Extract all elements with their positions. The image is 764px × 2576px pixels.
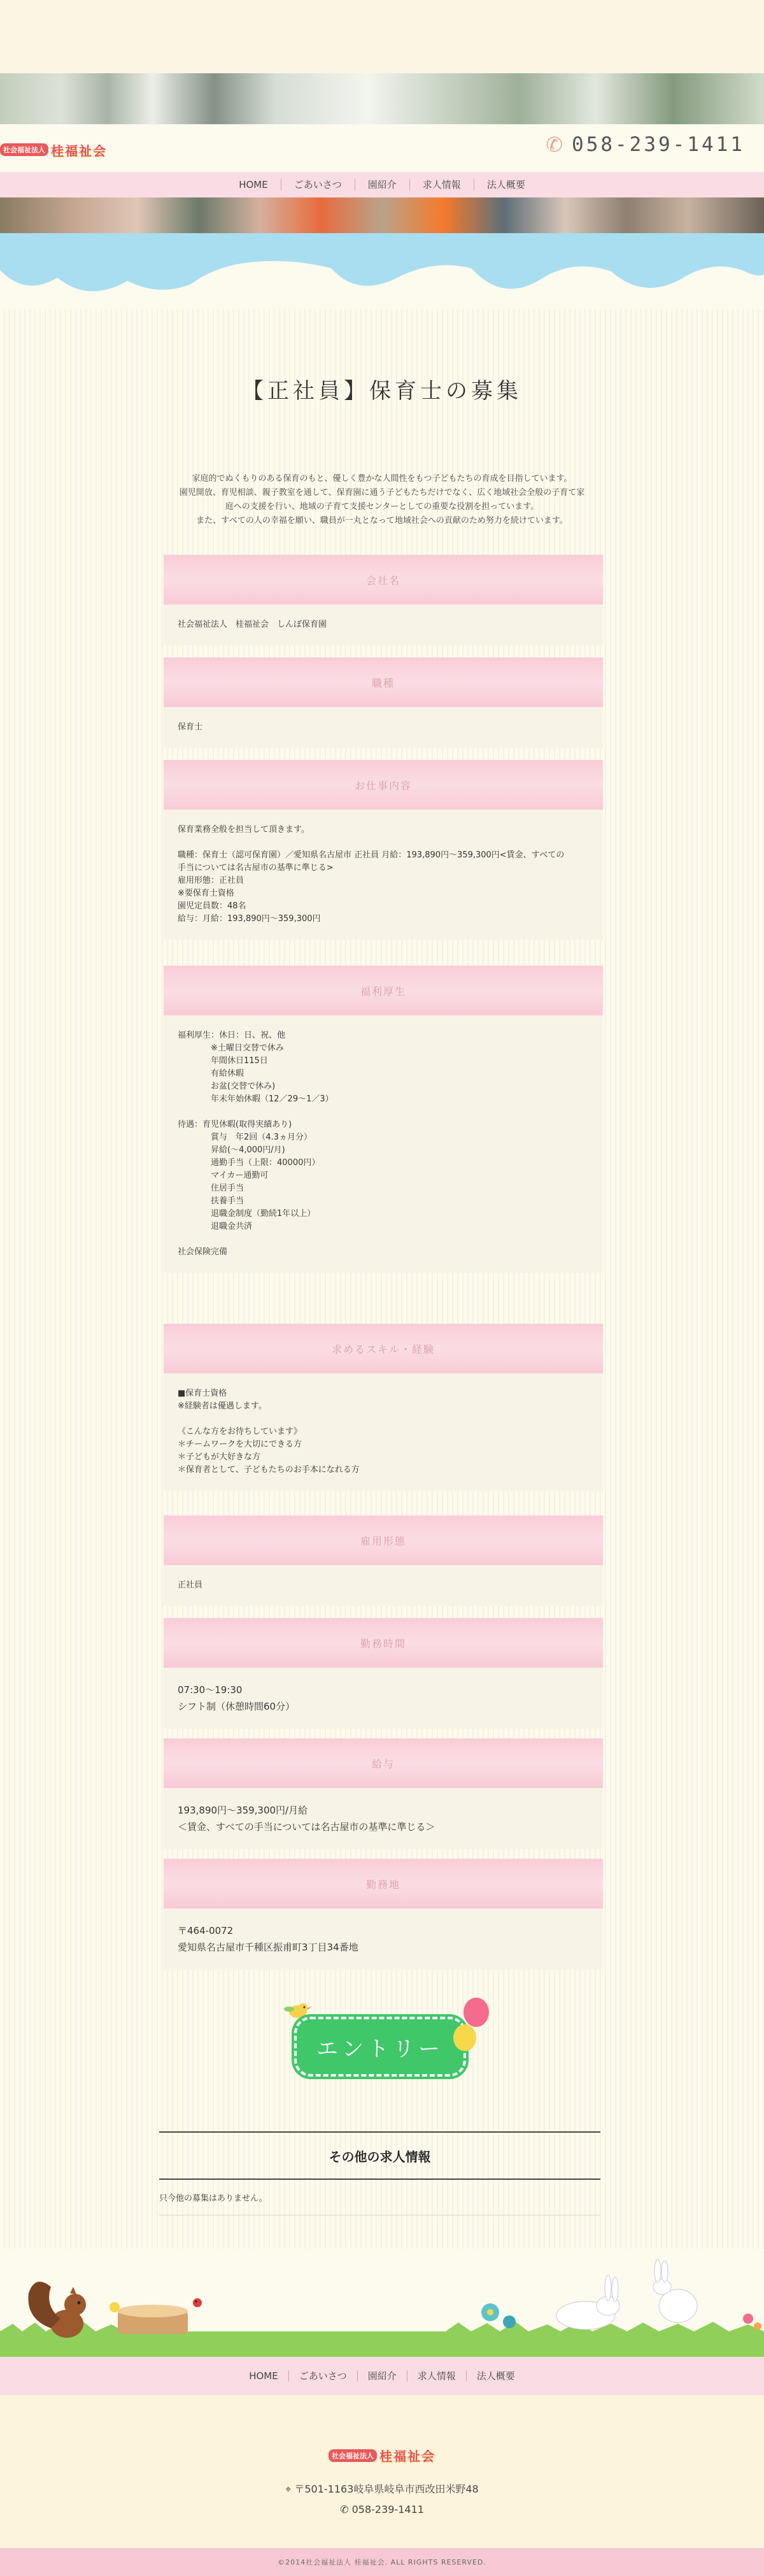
section-title: 会社名	[164, 555, 603, 605]
header-photo-banner	[0, 73, 764, 124]
footer-tel[interactable]	[0, 2503, 764, 2515]
phone-icon: ✆	[340, 2503, 349, 2515]
section-line: ＊チームワークを大切にできる方	[178, 1440, 302, 1449]
section-title: お仕事内容	[164, 760, 603, 810]
page-title: 【正社員】保育士の募集	[242, 378, 522, 404]
section-line: 賞与 年2回（4.3ヵ月分）	[178, 1133, 312, 1142]
section-line: ※経験者は優遇します。	[178, 1401, 267, 1411]
section-line	[178, 1413, 589, 1426]
nav-greeting[interactable]: ごあいさつ	[281, 179, 355, 190]
section-body	[164, 1908, 603, 1970]
intro-line: 園児開放、育児相談、親子教室を通して、保育園に通う子どもたちだけでなく、広く地域社会全般の子育て家	[179, 488, 585, 497]
global-nav	[0, 172, 764, 197]
section-line: 社会保険完備	[178, 1247, 228, 1257]
section-line: 《こんな方をお待ちしています》	[178, 1427, 302, 1436]
footer-illustration	[0, 2249, 764, 2357]
section-line	[178, 1233, 589, 1246]
section-line: ※土曜日交替で休み	[178, 1043, 284, 1053]
section-body	[164, 1373, 603, 1491]
logo-badge: 社会福祉法人	[0, 143, 48, 156]
section-body	[164, 1668, 603, 1729]
entry-button[interactable]: エントリー	[294, 2017, 466, 2077]
phone-icon: ✆	[546, 132, 563, 157]
section-title: 求めるスキル・経験	[164, 1324, 603, 1373]
job-section	[164, 1515, 603, 1606]
other-jobs-title: その他の求人情報	[159, 2131, 600, 2180]
copyright: ©2014社会福祉法人 桂福祉会. ALL RIGHTS RESERVED.	[0, 2548, 764, 2576]
footer-nav-greeting[interactable]: ごあいさつ	[289, 2370, 358, 2382]
job-section	[164, 555, 603, 645]
section-line: 手当については名古屋市の基準に準じる>	[178, 863, 334, 873]
section-line	[178, 836, 589, 849]
intro-line: 家庭的でぬくもりのある保育のもと、優しく豊かな人間性をもつ子どもたちの育成を目指しています。	[192, 474, 572, 483]
nav-home[interactable]: HOME	[226, 179, 281, 190]
section-line: 保育士	[178, 722, 203, 732]
nav-corporate[interactable]: 法人概要	[486, 179, 525, 190]
section-line: 昇給(～4,000円/月)	[178, 1145, 285, 1155]
footer-address	[0, 2481, 764, 2496]
footer-logo-badge: 社会福祉法人	[329, 2449, 377, 2462]
header-top-strip	[0, 0, 764, 73]
section-line: 193,890円～359,300円/月給	[178, 1805, 308, 1816]
job-section	[164, 1738, 603, 1849]
balloon-icon	[453, 2024, 476, 2051]
other-jobs-empty: 只今他の募集はありません。	[159, 2180, 600, 2215]
balloon-icon	[463, 1998, 489, 2027]
section-title: 勤務地	[164, 1859, 603, 1908]
footer-info	[0, 2395, 764, 2548]
rabbit-icon	[556, 2259, 697, 2329]
section-line: 雇用形態：正社員	[178, 876, 244, 885]
map-pin-icon: ⌖	[285, 2483, 292, 2495]
job-section	[164, 966, 603, 1273]
site-logo[interactable]	[0, 140, 134, 159]
section-line: 有給休暇	[178, 1069, 244, 1078]
section-body	[164, 1015, 603, 1273]
intro-line: 庭への支援を行い、地域の子育て支援センターとしての重要な役割を担っています。	[225, 502, 539, 512]
section-line: 待遇：育児休暇(取得実績あり)	[178, 1120, 292, 1129]
intro-text	[159, 472, 605, 528]
section-line: お盆(交替で休み)	[178, 1082, 276, 1091]
section-line: 07:30～19:30	[178, 1684, 243, 1696]
section-line: 社会福祉法人 桂福祉会 しんぽ保育園	[178, 620, 327, 629]
section-line: 福利厚生：休日：日、祝、他	[178, 1031, 286, 1040]
section-title: 雇用形態	[164, 1515, 603, 1565]
job-section	[164, 760, 603, 940]
section-line: マイカー通勤可	[178, 1171, 269, 1180]
entry-area	[280, 1998, 490, 2093]
section-title: 職種	[164, 657, 603, 707]
section-line: 住居手当	[178, 1184, 244, 1193]
section-line: 園児定員数：48名	[178, 901, 246, 911]
section-line: 〒464-0072	[178, 1925, 234, 1936]
logo-name: 桂福祉会	[51, 143, 107, 159]
section-line: ※要保育士資格	[178, 889, 234, 898]
section-line: 給与：月給：193,890円～359,300円	[178, 914, 321, 924]
job-section	[164, 1618, 603, 1729]
section-line: 年末年始休暇（12／29～1／3）	[178, 1094, 334, 1104]
section-line: 年間休日115日	[178, 1056, 268, 1066]
section-line: ＜賃金、すべての手当については名古屋市の基準に準じる＞	[178, 1821, 435, 1833]
footer-nav-recruit[interactable]: 求人情報	[407, 2370, 467, 2382]
section-body	[164, 605, 603, 645]
footer-logo[interactable]	[329, 2446, 435, 2465]
section-line: 扶養手当	[178, 1196, 244, 1206]
job-section	[164, 657, 603, 748]
section-line: 保育業務全般を担当して頂きます。	[178, 825, 309, 834]
phone-number: 058-239-1411	[572, 133, 745, 156]
section-body	[164, 810, 603, 940]
kids-photo-banner	[0, 197, 764, 233]
nav-recruit[interactable]: 求人情報	[410, 179, 474, 190]
section-body	[164, 1565, 603, 1606]
main-content	[0, 310, 764, 2249]
section-line: ■保育士資格	[178, 1389, 227, 1398]
section-line: 正社員	[178, 1580, 203, 1590]
section-line: ＊子どもが大好きな方	[178, 1452, 261, 1462]
section-body	[164, 1788, 603, 1849]
job-section	[164, 1324, 603, 1491]
stump-icon	[110, 2298, 202, 2334]
section-line	[178, 1106, 589, 1119]
section-body	[164, 707, 603, 748]
section-line: ＊保育者として、子どもたちのお手本になれる方	[178, 1465, 360, 1475]
footer-logo-name: 桂福祉会	[379, 2449, 435, 2464]
nav-school-intro[interactable]: 園紹介	[355, 179, 410, 190]
section-line: 職種：保育士（認可保育園）／愛知県名古屋市 正社員 月給：193,890円～359,300円<賃金、すべての	[178, 850, 565, 860]
section-title: 勤務時間	[164, 1618, 603, 1668]
section-title: 給与	[164, 1738, 603, 1788]
section-line: 愛知県名古屋市千種区振甫町3丁目34番地	[178, 1942, 358, 1953]
section-line: 退職金共済	[178, 1222, 253, 1231]
footer-tel-text: 058-239-1411	[351, 2503, 424, 2515]
footer-nav-corporate[interactable]: 法人概要	[476, 2370, 515, 2382]
footer-nav-school-intro[interactable]: 園紹介	[358, 2370, 407, 2382]
section-title: 福利厚生	[164, 966, 603, 1015]
footer-address-text: 〒501-1163岐阜県岐阜市西改田米野48	[294, 2483, 479, 2495]
section-line: 通勤手当（上限：40000円）	[178, 1158, 320, 1168]
header-phone[interactable]	[546, 132, 745, 157]
footer-nav-home[interactable]: HOME	[239, 2370, 289, 2382]
cloud-decoration	[0, 233, 764, 310]
footer-nav	[0, 2357, 764, 2395]
intro-line: また、すべての人の幸福を願い、職員が一丸となって地域社会への貢献のため努力を続けています。	[196, 516, 568, 526]
section-line: シフト制（休憩時間60分）	[178, 1701, 295, 1712]
other-jobs	[159, 2131, 600, 2215]
section-line: 退職金制度（勤続1年以上）	[178, 1209, 316, 1219]
job-section	[164, 1859, 603, 1970]
